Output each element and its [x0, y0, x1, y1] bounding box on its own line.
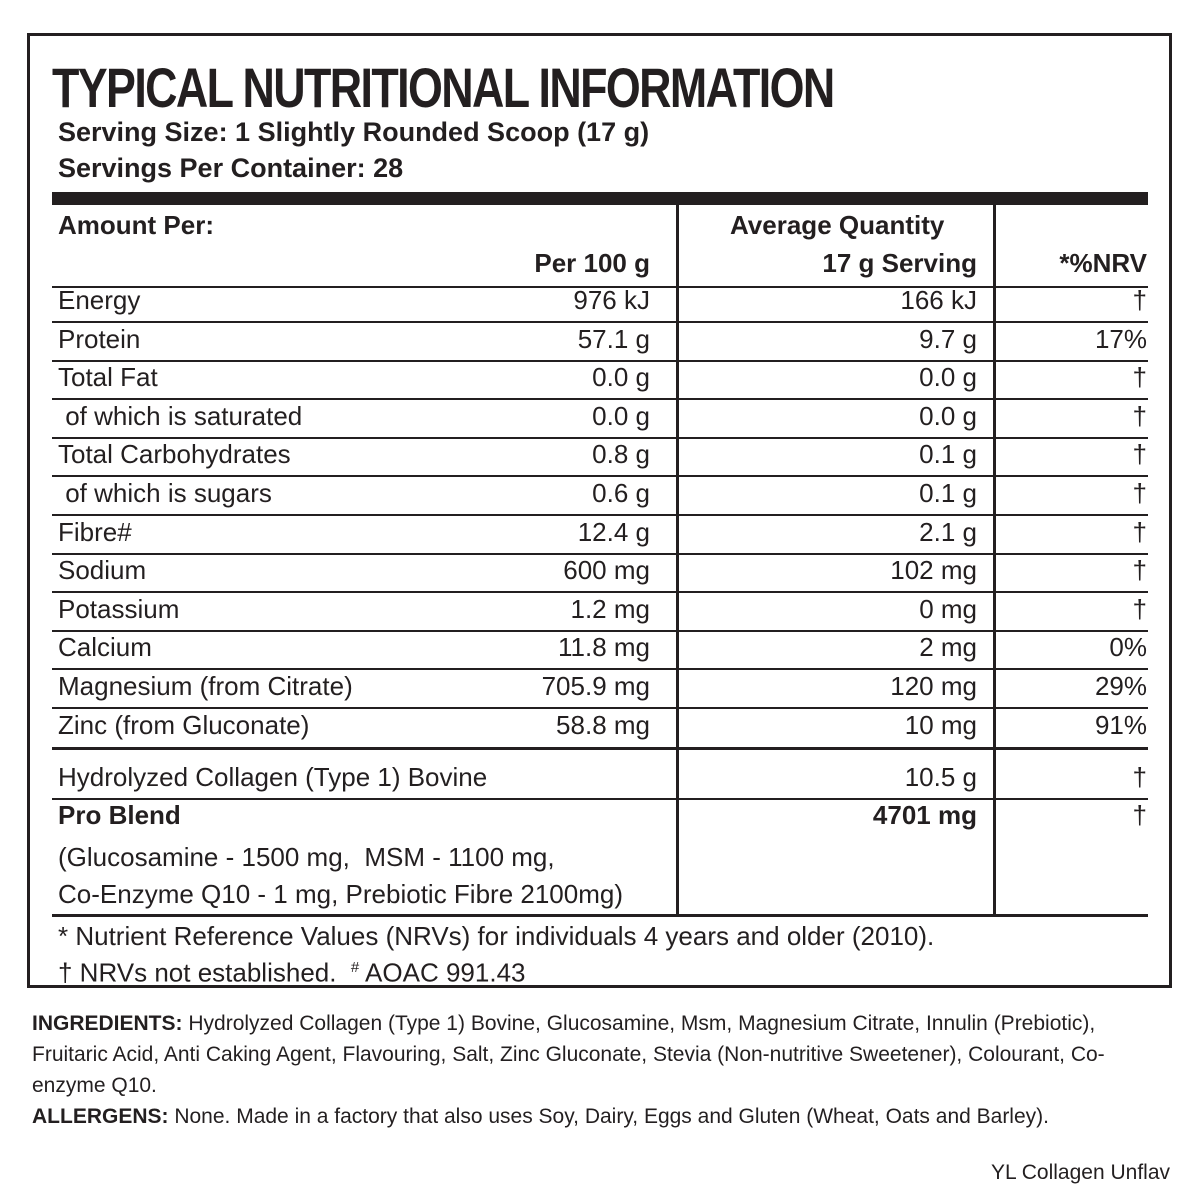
column-divider-2	[993, 205, 996, 917]
nrv-value: †	[1132, 439, 1147, 470]
header-avg-qty-line1: Average Quantity	[730, 210, 945, 240]
nrv-value: †	[1132, 593, 1147, 624]
per-serving-value: 10 mg	[904, 709, 977, 740]
collagen-rule	[52, 798, 1148, 800]
label-title: TYPICAL NUTRITIONAL INFORMATION	[52, 56, 834, 119]
allergens-text: None. Made in a factory that also uses Soy, Dairy, Eggs and Gluten (Wheat, Oats and Barley).	[168, 1105, 1049, 1128]
header-avg-qty-line2: 17 g Serving	[822, 248, 977, 278]
heavy-divider	[52, 192, 1148, 205]
collagen-name: Hydrolyzed Collagen (Type 1) Bovine	[58, 762, 488, 792]
per-serving-value: 2 mg	[919, 632, 977, 663]
per-100g-value: 0.0 g	[592, 400, 650, 431]
per-serving-value: 120 mg	[890, 671, 977, 701]
nutrient-name: Fibre#	[58, 516, 132, 547]
nrv-value: †	[1132, 516, 1147, 547]
per-serving-value: 0.0 g	[919, 400, 977, 431]
section-rule	[52, 747, 1148, 750]
allergens-section	[32, 1101, 1152, 1132]
per-100g-value: 11.8 mg	[557, 632, 650, 663]
per-100g-value: 1.2 mg	[570, 593, 650, 624]
per-serving-value: 9.7 g	[919, 323, 977, 354]
aoac-note: AOAC 991.43	[359, 957, 526, 988]
nrv-value: 17%	[1094, 323, 1147, 354]
per-100g-value: 0.0 g	[592, 362, 650, 393]
pro-blend-serving: 4701 mg	[872, 800, 977, 830]
nrv-value: 29%	[1094, 671, 1147, 701]
nrv-value: †	[1132, 478, 1147, 508]
pro-blend-detail-line1: (Glucosamine - 1500 mg, MSM - 1100 mg,	[58, 842, 555, 872]
nutrient-name: Potassium	[58, 593, 180, 624]
column-divider-1	[676, 205, 679, 917]
nrv-footnote: * Nutrient Reference Values (NRVs) for individuals 4 years and older (2010).	[58, 921, 935, 951]
nrv-value: †	[1132, 555, 1147, 586]
nrv-value: †	[1132, 285, 1147, 315]
nrv-value: 91%	[1094, 709, 1147, 740]
nutrient-name: Zinc (from Gluconate)	[58, 709, 310, 740]
table-bottom-rule	[52, 914, 1148, 917]
header-nrv: *%NRV	[1059, 248, 1147, 278]
ingredients-label: INGREDIENTS:	[32, 1012, 183, 1035]
per-serving-value: 0 mg	[919, 593, 977, 624]
collagen-serving: 10.5 g	[904, 762, 977, 792]
hash-mark: #	[350, 959, 360, 976]
nrv-value: 0%	[1109, 632, 1147, 663]
nutrient-name: Magnesium (from Citrate)	[58, 671, 353, 701]
pro-blend-name: Pro Blend	[58, 800, 181, 830]
header-amount-per: Amount Per:	[58, 210, 214, 240]
product-code: YL Collagen Unflav	[991, 1161, 1170, 1184]
ingredients-section	[32, 1008, 1152, 1101]
nutrient-name: Calcium	[58, 632, 152, 663]
per-serving-value: 102 mg	[890, 555, 977, 586]
per-serving-value: 0.1 g	[919, 478, 977, 508]
serving-size: Serving Size: 1 Slightly Rounded Scoop (17 g)	[58, 117, 650, 147]
servings-per-container: Servings Per Container: 28	[58, 153, 404, 183]
per-serving-value: 0.0 g	[919, 362, 977, 393]
per-100g-value: 705.9 mg	[541, 671, 650, 701]
pro-blend-nrv: †	[1132, 800, 1147, 830]
per-100g-value: 58.8 mg	[556, 709, 650, 740]
collagen-nrv: †	[1132, 762, 1147, 792]
per-100g-value: 0.8 g	[592, 439, 650, 470]
header-per-100g: Per 100 g	[534, 248, 650, 278]
per-serving-value: 2.1 g	[919, 516, 977, 547]
per-serving-value: 0.1 g	[919, 439, 977, 470]
per-100g-value: 600 mg	[563, 555, 650, 586]
nutrient-name: Protein	[58, 323, 141, 354]
per-100g-value: 976 kJ	[573, 285, 650, 315]
dagger-footnote	[58, 953, 526, 988]
dagger-note: † NRVs not established.	[58, 957, 337, 988]
per-100g-value: 12.4 g	[577, 516, 650, 547]
per-100g-value: 0.6 g	[592, 478, 650, 508]
nutrition-label	[27, 33, 1172, 988]
nutrient-name: of which is saturated	[58, 400, 303, 431]
nutrient-name: Total Fat	[58, 362, 158, 393]
ingredients-text: Hydrolyzed Collagen (Type 1) Bovine, Glucosamine, Msm, Magnesium Citrate, Innulin (Prebiotic), Fruitaric Acid, Anti Caking Agent, Flavouring, Salt, Zinc Gluconate, Stevia (Non-nutritive Sweetener), Colourant, Co-enzyme Q10.	[32, 1012, 1105, 1097]
nutrient-name: Energy	[58, 285, 141, 315]
per-100g-value: 57.1 g	[577, 323, 650, 354]
allergens-label: ALLERGENS:	[32, 1105, 169, 1128]
nutrient-name: Sodium	[58, 555, 147, 586]
nrv-value: †	[1132, 400, 1147, 431]
nutrient-name: Total Carbohydrates	[58, 439, 291, 470]
per-serving-value: 166 kJ	[900, 285, 977, 315]
nutrient-name: of which is sugars	[58, 478, 272, 508]
pro-blend-detail-line2: Co-Enzyme Q10 - 1 mg, Prebiotic Fibre 2100mg)	[58, 879, 623, 909]
nrv-value: †	[1132, 362, 1147, 393]
